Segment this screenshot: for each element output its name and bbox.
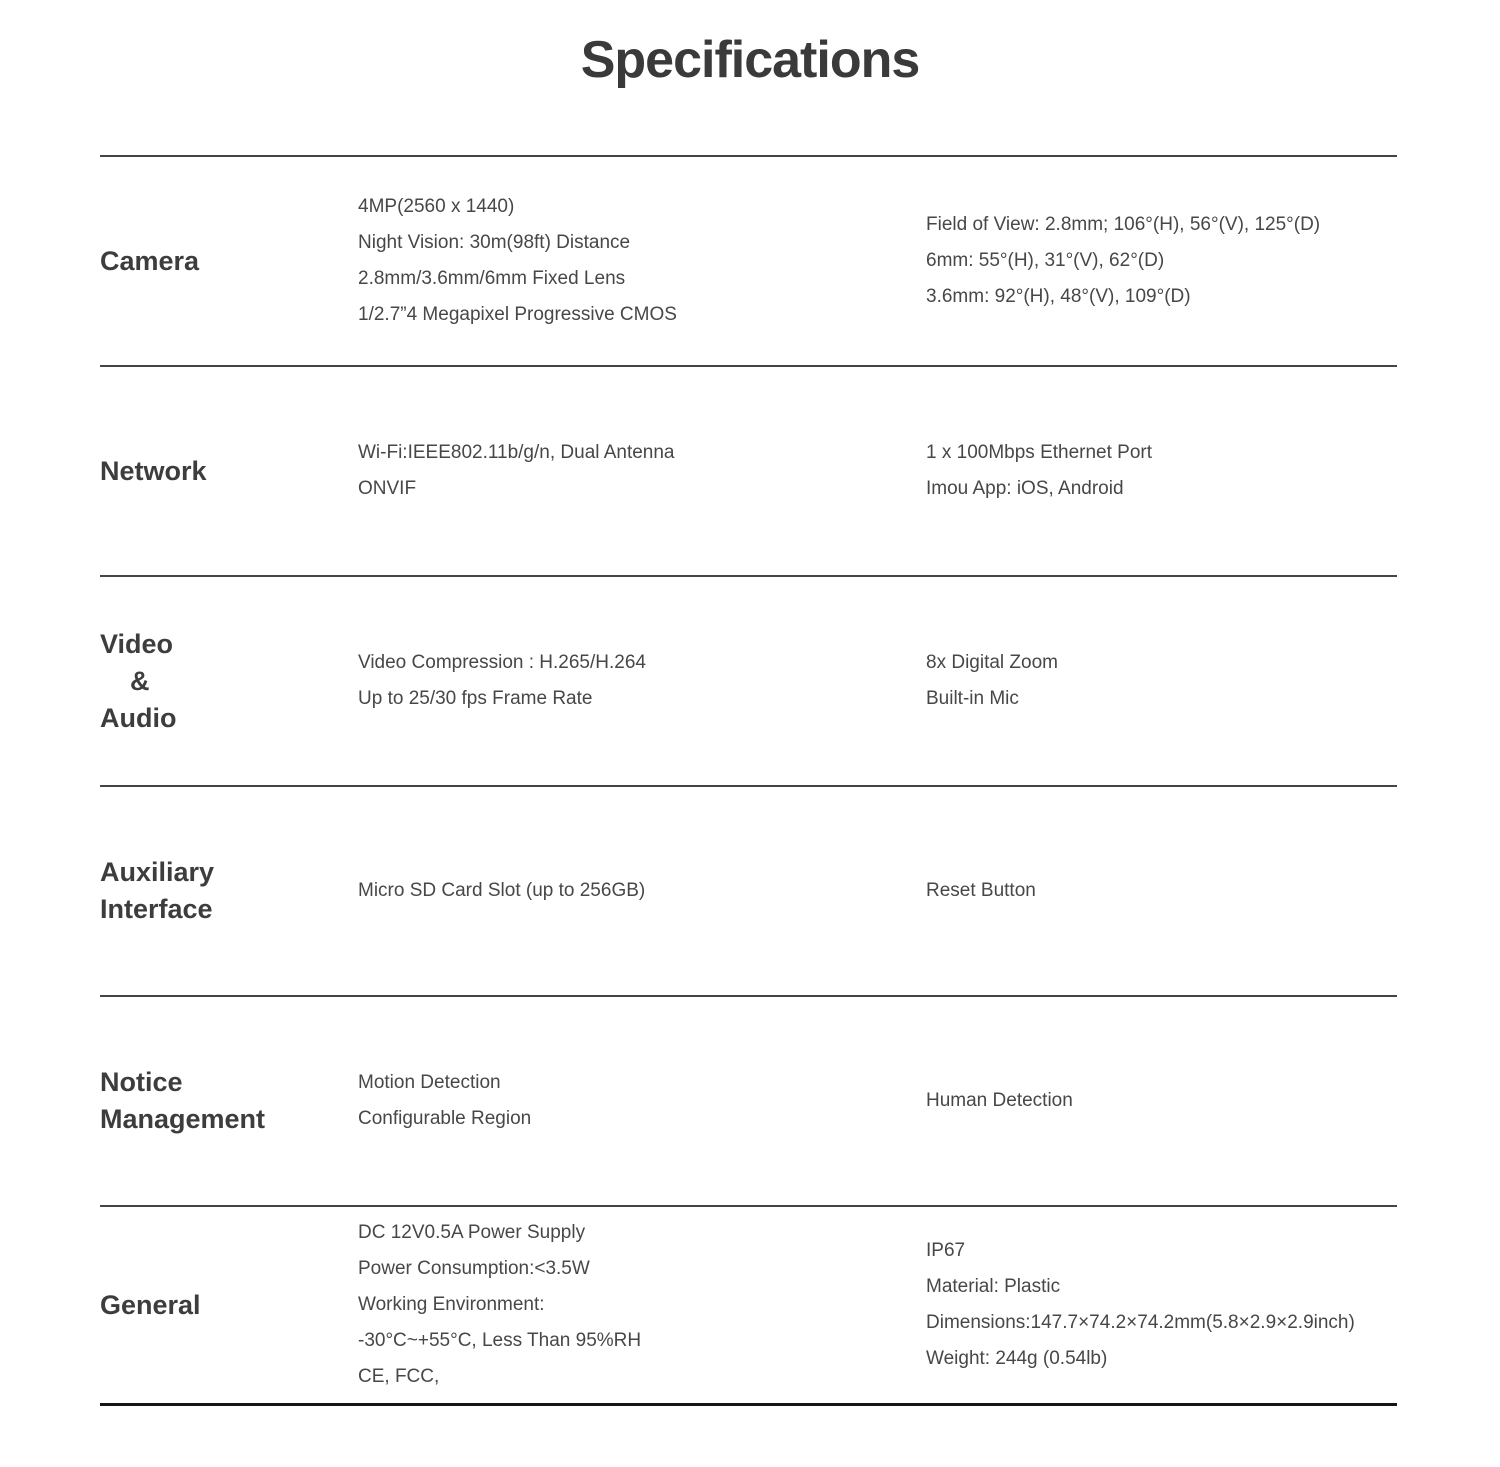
general-specs-column-2 <box>926 1233 1397 1377</box>
spec-line: Material: Plastic <box>926 1276 1061 1297</box>
spec-line: 2.8mm/3.6mm/6mm Fixed Lens <box>358 268 626 289</box>
spec-line: Night Vision: 30m(98ft) Distance <box>358 232 631 253</box>
video-audio-specs-column-1 <box>358 645 926 717</box>
section-label-text: Management <box>100 1104 266 1134</box>
spec-line: Dimensions:147.7×74.2×74.2mm(5.8×2.9×2.9inch) <box>926 1312 1355 1333</box>
spec-line: Imou App: iOS, Android <box>926 478 1124 499</box>
spec-line: Built-in Mic <box>926 688 1019 709</box>
spec-line: 1 x 100Mbps Ethernet Port <box>926 442 1153 463</box>
spec-line: Human Detection <box>926 1090 1073 1111</box>
section-label-text: Interface <box>100 894 213 924</box>
network-specs-column-1 <box>358 435 926 507</box>
spec-line: Working Environment: <box>358 1294 545 1315</box>
page-title: Specifications <box>580 31 920 89</box>
spec-line: IP67 <box>926 1240 966 1261</box>
spec-line: Wi-Fi:IEEE802.11b/g/n, Dual Antenna <box>358 442 675 463</box>
spec-line: 4MP(2560 x 1440) <box>358 196 515 217</box>
section-label-text: Audio <box>100 702 177 733</box>
section-network <box>100 365 1397 575</box>
section-label-text: Video <box>100 628 174 659</box>
spec-line: ONVIF <box>358 478 417 499</box>
spec-line: -30°C~+55°C, Less Than 95%RH <box>358 1330 642 1351</box>
spec-line: Reset Button <box>926 880 1036 901</box>
spec-line: 1/2.7”4 Megapixel Progressive CMOS <box>358 304 677 325</box>
spec-line: CE, FCC, <box>358 1366 440 1387</box>
spec-line: Weight: 244g (0.54lb) <box>926 1348 1108 1369</box>
section-label-auxiliary-interface <box>100 854 358 928</box>
section-label-text: Auxiliary <box>100 857 215 887</box>
auxiliary-specs-column-1 <box>358 873 926 909</box>
spec-line: Up to 25/30 fps Frame Rate <box>358 688 593 709</box>
notice-specs-column-2 <box>926 1083 1397 1119</box>
section-video-audio <box>100 575 1397 785</box>
section-label-general <box>100 1287 358 1324</box>
section-label-video-audio <box>100 626 358 737</box>
spec-line: Video Compression : H.265/H.264 <box>358 652 646 673</box>
spec-line: Field of View: 2.8mm; 106°(H), 56°(V), 125°(D) <box>926 214 1321 235</box>
section-label-camera <box>100 243 358 280</box>
section-notice-management <box>100 995 1397 1205</box>
auxiliary-specs-column-2 <box>926 873 1397 909</box>
spec-line: Motion Detection <box>358 1072 501 1093</box>
section-label-notice-management <box>100 1064 358 1138</box>
section-label-text: General <box>100 1289 201 1320</box>
video-audio-specs-column-2 <box>926 645 1397 717</box>
section-label-text: Network <box>100 455 207 486</box>
section-auxiliary-interface <box>100 785 1397 995</box>
camera-specs-column-2 <box>926 207 1397 315</box>
spec-line: Power Consumption:<3.5W <box>358 1258 590 1279</box>
spec-line: 8x Digital Zoom <box>926 652 1058 673</box>
notice-specs-column-1 <box>358 1065 926 1137</box>
specifications-table <box>100 155 1397 1406</box>
spec-line: 6mm: 55°(H), 31°(V), 62°(D) <box>926 250 1165 271</box>
network-specs-column-2 <box>926 435 1397 507</box>
spec-line: Configurable Region <box>358 1108 532 1129</box>
section-label-text: Notice <box>100 1067 183 1097</box>
section-camera <box>100 155 1397 365</box>
section-label-text: & <box>130 665 150 696</box>
camera-specs-column-1 <box>358 189 926 333</box>
section-label-network <box>100 453 358 490</box>
spec-line: Micro SD Card Slot (up to 256GB) <box>358 880 646 901</box>
section-general <box>100 1205 1397 1403</box>
section-label-text: Camera <box>100 245 200 276</box>
general-specs-column-1 <box>358 1215 926 1395</box>
spec-line: DC 12V0.5A Power Supply <box>358 1222 586 1243</box>
spec-line: 3.6mm: 92°(H), 48°(V), 109°(D) <box>926 286 1191 307</box>
